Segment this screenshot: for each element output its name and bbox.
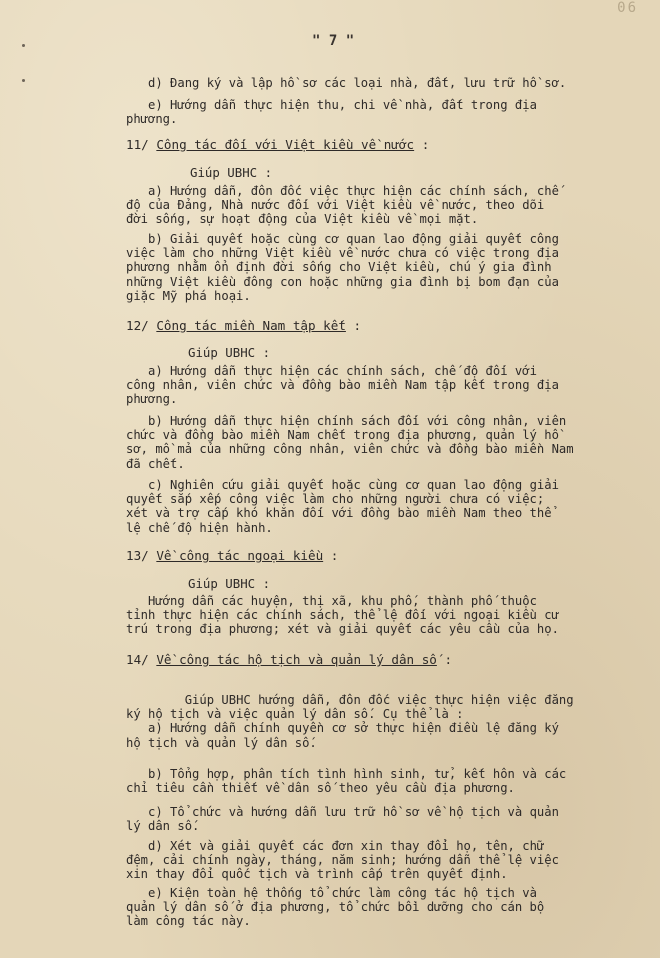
margin-punch-mark (22, 79, 25, 82)
paragraph-14d: d) Xét và giải quyết các đơn xin thay đổi họ, tên, chữ đệm, cải chính ngày, tháng, năm sinh; hướng dẫn thể lệ việc xin thay đổi quốc tịch và trình cấp trên quyết định. (126, 839, 559, 882)
section-13-heading (126, 548, 338, 563)
paragraph-13: Hướng dẫn các huyện, thị xã, khu phố, thành phố thuộc tỉnh thực hiện các chính sách, thể lệ đối với ngoại kiều cư trú trong địa phương; xét và giải quyết các yêu cầu của họ. (126, 594, 559, 637)
section-11-intro: Giúp UBHC : (190, 165, 273, 180)
paragraph-12b: b) Hướng dẫn thực hiện chính sách đối với công nhân, viên chức và đồng bào miền Nam chết trong địa phương, quản lý hồ sơ, mồ mả của những công nhân, viên chức và đồng bào miền Nam đã chết. (126, 414, 574, 471)
section-14-colon: : (436, 652, 453, 667)
section-11-colon: : (414, 137, 430, 152)
paragraph-14-intro-and-a: Giúp UBHC hướng dẫn, đôn đốc việc thực hiện việc đăng ký hộ tịch và việc quản lý dân số. Cụ thể là : a) Hướng dẫn chính quyền cơ sở thực hiện điều lệ đăng ký hộ tịch và quản lý dân số. (126, 693, 574, 750)
section-14-title: Về công tác hộ tịch và quản lý dân số (156, 652, 437, 667)
section-13-title: Về công tác ngoại kiều (156, 548, 324, 563)
paragraph-12c: c) Nghiên cứu giải quyết hoặc cùng cơ quan lao động giải quyết sắp xếp công việc làm cho những người chưa có việc; xét và trợ cấp khó khăn đối với đồng bào miền Nam theo thể lệ chế độ hiện hành. (126, 478, 559, 535)
section-11-number: 11/ (126, 137, 157, 152)
paragraph-14c: c) Tổ chức và hướng dẫn lưu trữ hồ sơ về hộ tịch và quản lý dân số. (126, 805, 559, 834)
paragraph-14e: e) Kiện toàn hệ thống tổ chức làm công tác hộ tịch và quản lý dân số ở địa phương, tổ chức bồi dưỡng cho cán bộ làm công tác này. (126, 886, 545, 929)
page-number: " 7 " (312, 33, 355, 49)
paragraph-11a: a) Hướng dẫn, đôn đốc việc thực hiện các chính sách, chế độ của Đảng, Nhà nước đối với Việt kiều về nước, theo dõi đời sống, sự hoạt động của Việt kiều về mọi mặt. (126, 184, 559, 227)
paragraph-14b: b) Tổng hợp, phân tích tình hình sinh, tử, kết hôn và các chỉ tiêu cần thiết về dân số theo yêu cầu địa phương. (126, 767, 567, 796)
section-12-number: 12/ (126, 318, 157, 333)
section-12-heading (126, 318, 361, 333)
section-12-title: Công tác miền Nam tập kết (156, 318, 346, 333)
section-11-title: Công tác đối với Việt kiều về nước (156, 137, 415, 152)
archive-corner-mark: 06 (617, 0, 638, 16)
paragraph-10d: d) Đang ký và lập hồ sơ các loại nhà, đất, lưu trữ hồ sơ. (126, 76, 567, 90)
paragraph-11b: b) Giải quyết hoặc cùng cơ quan lao động giải quyết công việc làm cho những Việt kiều về nước chưa có việc trong địa phương nhằm ổn định đời sống cho Việt kiều, chú ý gia đình những Việt kiều đông con hoặc những gia đình bị bom đạn của giặc Mỹ phá hoại. (126, 232, 559, 303)
paragraph-12a: a) Hướng dẫn thực hiện các chính sách, chế độ đối với công nhân, viên chức và đồng bào miền Nam tập kết trong địa phương. (126, 364, 559, 407)
section-11-heading (126, 137, 429, 152)
section-12-intro: Giúp UBHC : (188, 345, 271, 360)
section-12-colon: : (345, 318, 362, 333)
paragraph-10e: e) Hướng dẫn thực hiện thu, chi về nhà, đất trong địa phương. (126, 98, 537, 127)
margin-punch-mark (22, 44, 25, 47)
section-13-number: 13/ (126, 548, 157, 563)
section-13-colon: : (323, 548, 339, 563)
section-14-number: 14/ (126, 652, 157, 667)
section-14-heading (126, 652, 452, 667)
section-13-intro: Giúp UBHC : (188, 576, 271, 591)
